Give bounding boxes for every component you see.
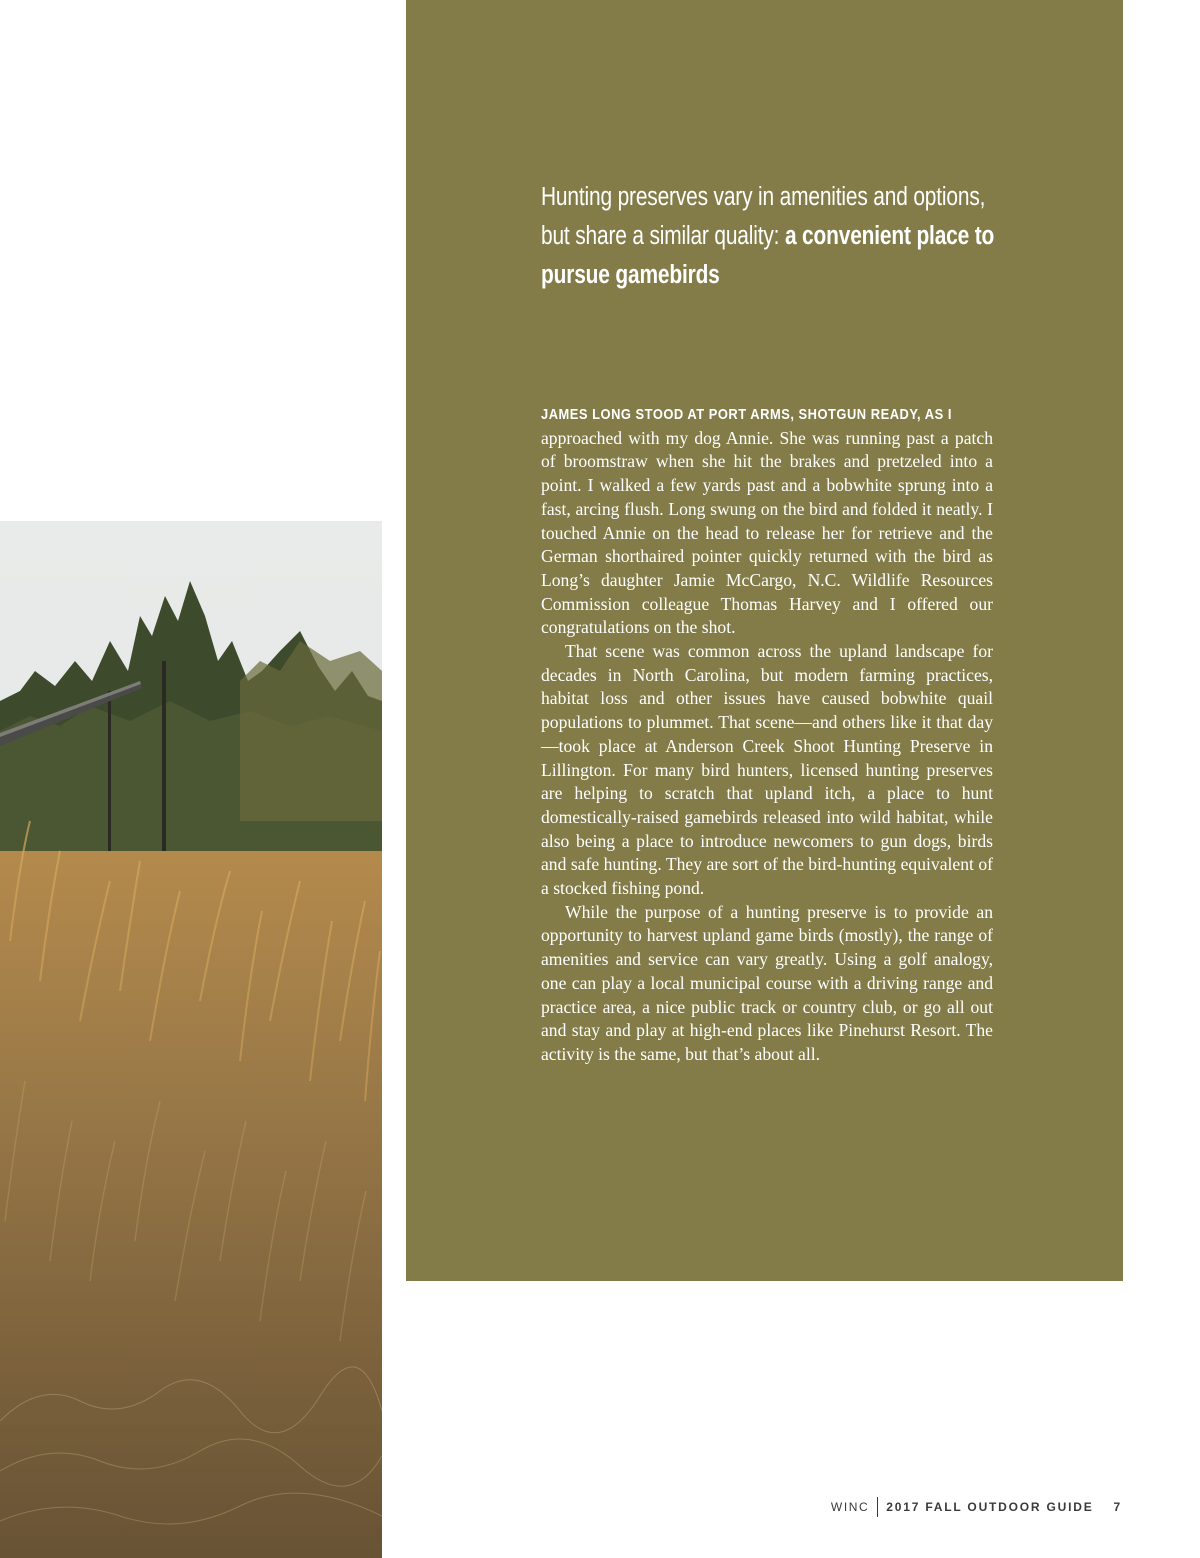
footer-divider (877, 1497, 878, 1517)
paragraph-3: While the purpose of a hunting preserve is to provide an opportunity to harvest upland game birds (mostly), the range of amenities and service can vary greatly. Using a golf analogy, one can play a local municipal course with a driving range and practice area, a nice public track or country club, or go all out and stay and play at high-end places like Pinehurst Resort. The activity is the same, but that’s about all. (541, 901, 993, 1064)
paragraph-2: That scene was common across the upland landscape for decades in North Carolina, but modern farming practices, habitat loss and other issues have caused bobwhite quail populations to plummet. That scene—and others like it that day—took place at Anderson Creek Shoot Hunting Preserve in Lillington. For many bird hunters, licensed hunting preserves are helping to scratch that upland itch, a place to hunt domestically-raised gamebirds released into wild habitat, while also being a place to introduce newcomers to gun dogs, birds and safe hunting. They are sort of the bird-hunting equivalent of a stocked fishing pond. (541, 641, 993, 899)
deck-regular: Hunting preserves vary in amenities and options, but share a similar quality: (541, 183, 986, 250)
deck-bold: a convenient place to pursue gamebirds (541, 222, 995, 289)
lead-in: JAMES LONG STOOD AT PORT ARMS, SHOTGUN READY, AS I (541, 406, 952, 423)
article-deck (541, 178, 1000, 295)
paragraph-1 (541, 402, 993, 640)
paragraph-1-text: approached with my dog Annie. She was running past a patch of broomstraw when she hit the brakes and pretzeled into a point. I walked a few yards past and a bobwhite sprung into a fast, arcing flush. Long swung on the bird and folded it neatly. I touched Annie on the head to release her for retrieve and the German shorthaired pointer quickly returned with the bird as Long’s daughter Jamie McCargo, N.C. Wildlife Resources Commission colleague Thomas Harvey and I offered our congratulations on the shot. (541, 427, 993, 638)
page-number: 7 (1113, 1500, 1122, 1514)
hunting-field-photo (0, 521, 382, 1558)
guide-title: 2017 FALL OUTDOOR GUIDE (886, 1500, 1094, 1514)
publication-name: WINC (830, 1500, 870, 1514)
page-footer (831, 1497, 1122, 1517)
article-body (541, 402, 993, 1067)
